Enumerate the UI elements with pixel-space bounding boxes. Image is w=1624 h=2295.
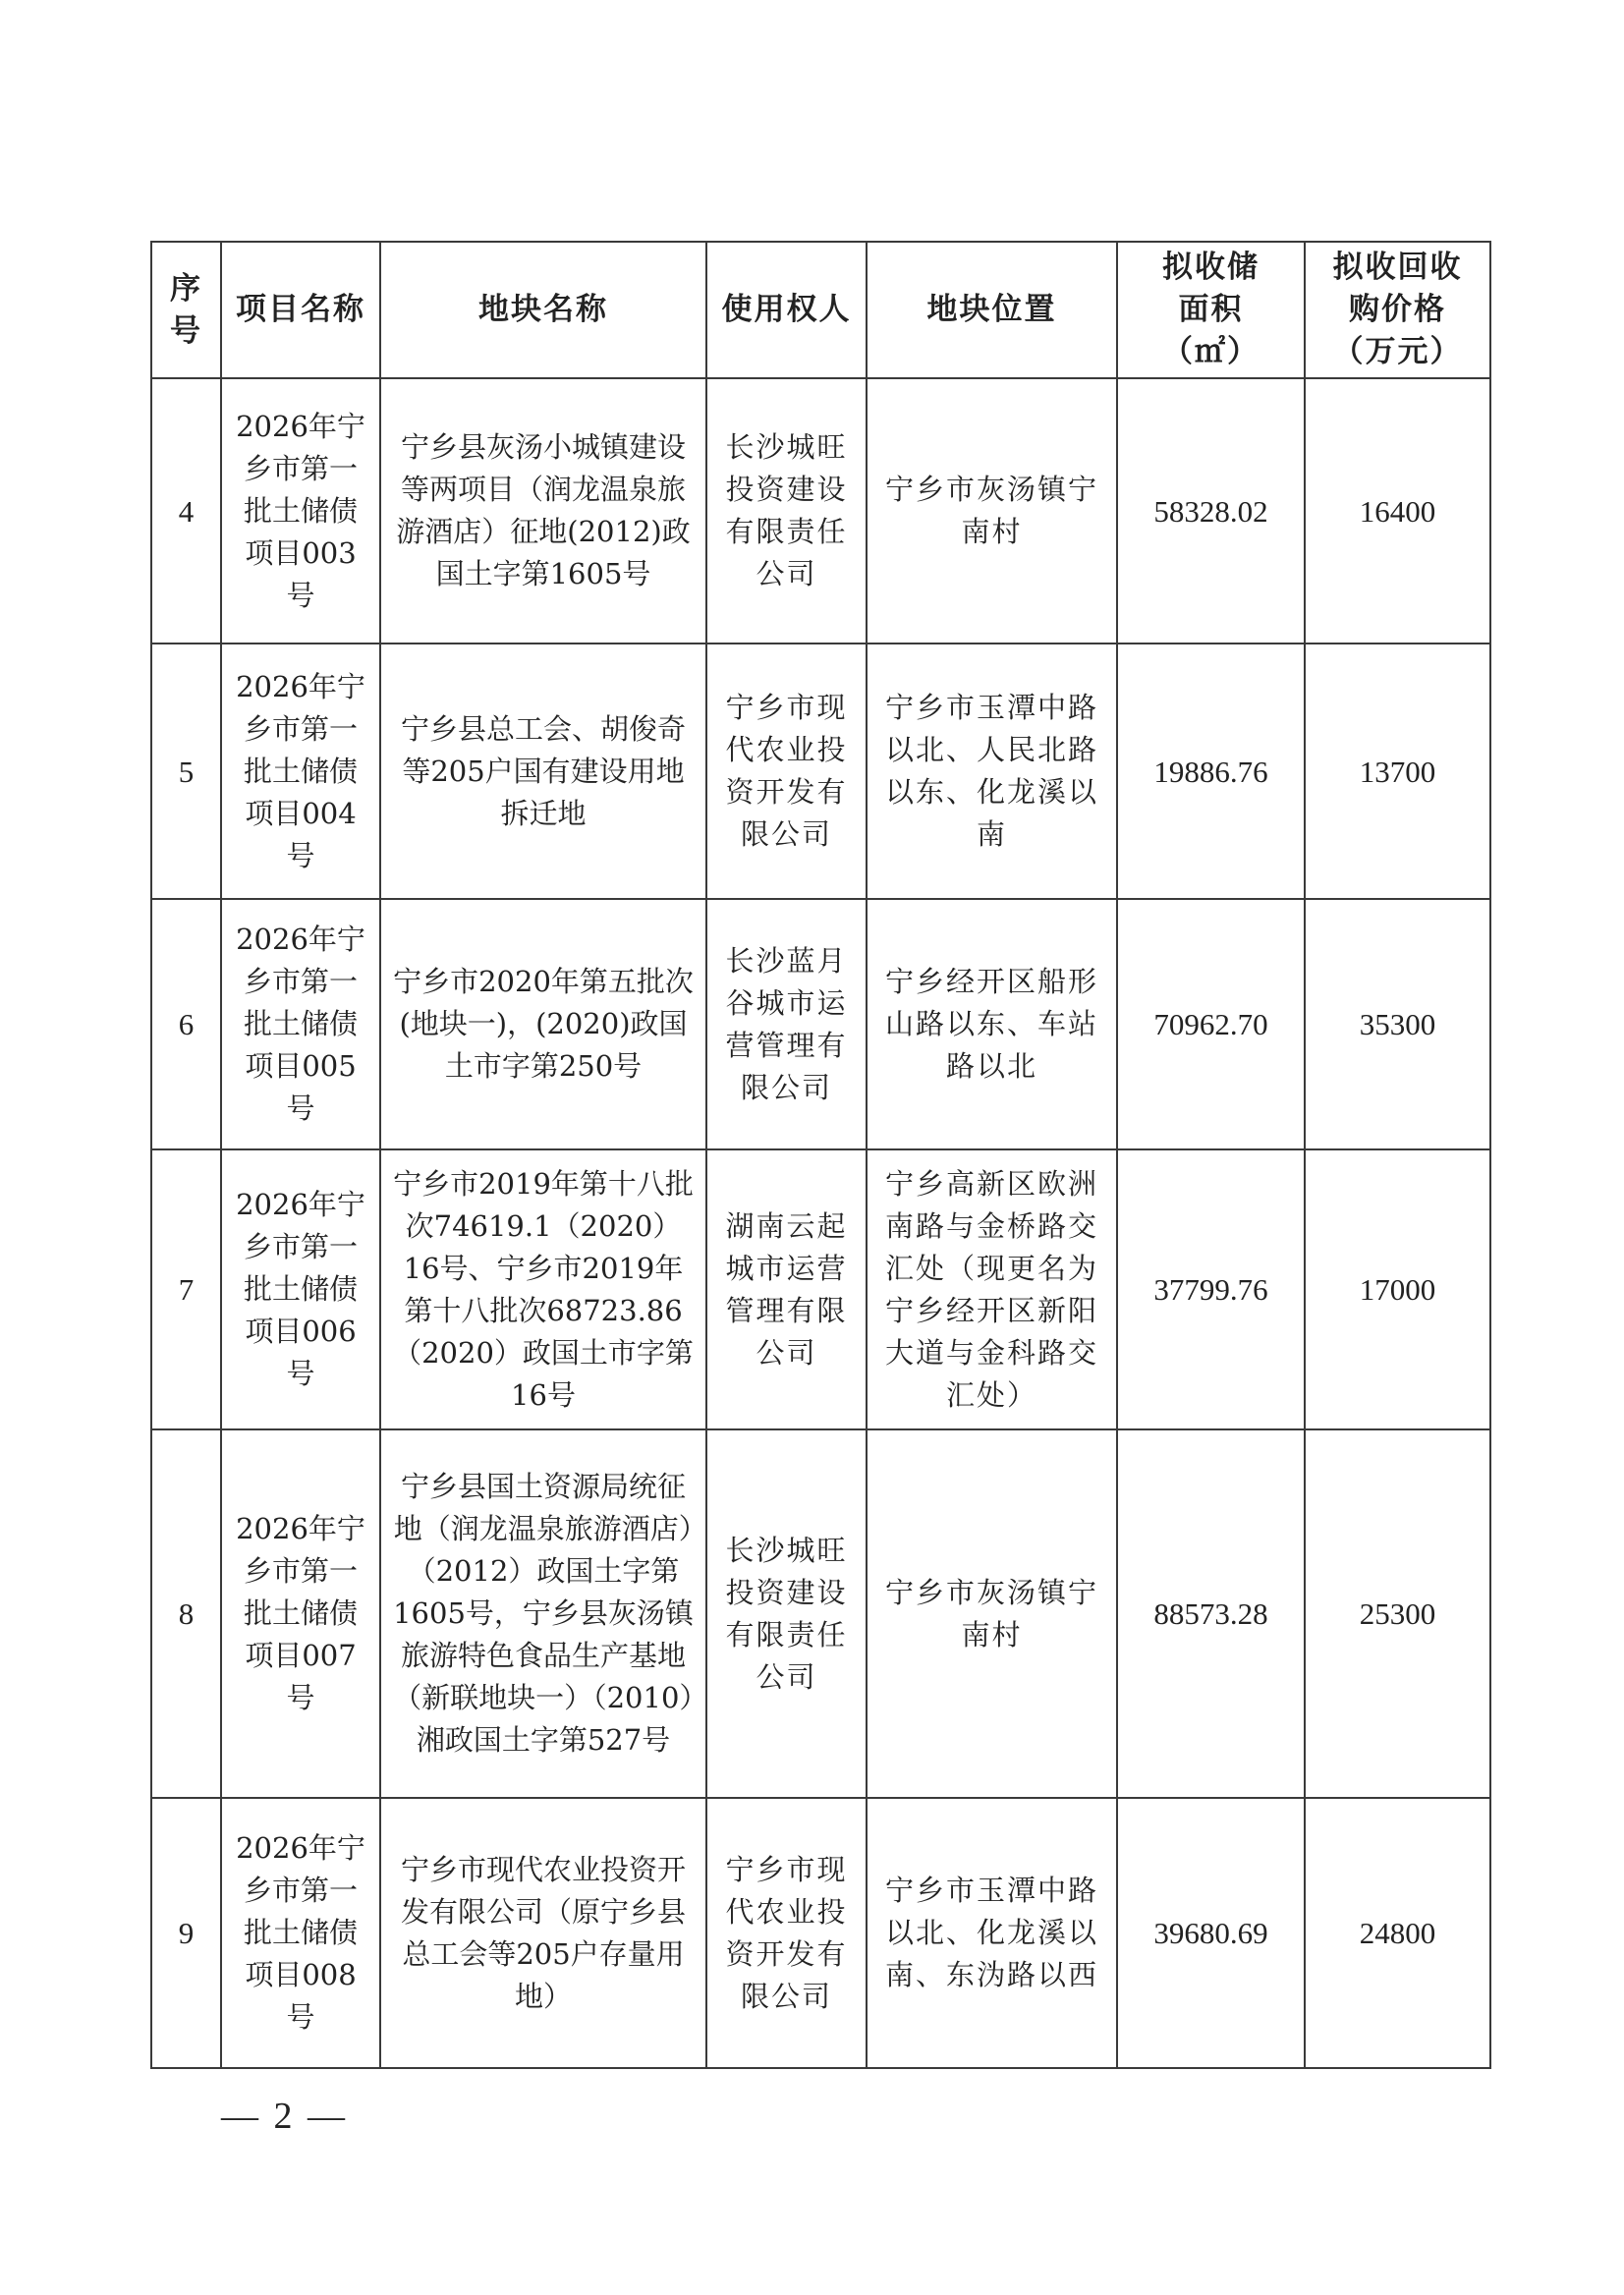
row-seq: 9	[151, 1798, 221, 2068]
row-project-name: 2026年宁乡市第一批土储债项目003号	[221, 378, 380, 644]
header-seq: 序号	[151, 242, 221, 378]
header-parcel-name: 地块名称	[380, 242, 706, 378]
row-area: 39680.69	[1117, 1798, 1305, 2068]
table-row	[151, 899, 1490, 1149]
table-row	[151, 1429, 1490, 1798]
row-price: 24800	[1305, 1798, 1490, 2068]
row-parcel-name: 宁乡县灰汤小城镇建设等两项目（润龙温泉旅游酒店）征地(2012)政国土字第1605号	[380, 378, 706, 644]
header-project-name: 项目名称	[221, 242, 380, 378]
row-area: 88573.28	[1117, 1429, 1305, 1798]
row-rights-holder: 长沙蓝月谷城市运营管理有限公司	[706, 899, 867, 1149]
row-seq: 8	[151, 1429, 221, 1798]
row-rights-holder: 长沙城旺投资建设有限责任公司	[706, 1429, 867, 1798]
row-parcel-name: 宁乡县国土资源局统征地（润龙温泉旅游酒店）（2012）政国土字第1605号，宁乡县灰汤镇旅游特色食品生产基地（新联地块一）（2010）湘政国土字第527号	[380, 1429, 706, 1798]
header-rights-holder: 使用权人	[706, 242, 867, 378]
row-price: 16400	[1305, 378, 1490, 644]
row-project-name: 2026年宁乡市第一批土储债项目004号	[221, 644, 380, 899]
row-seq: 6	[151, 899, 221, 1149]
row-price: 13700	[1305, 644, 1490, 899]
row-project-name: 2026年宁乡市第一批土储债项目008号	[221, 1798, 380, 2068]
row-rights-holder: 湖南云起城市运营管理有限公司	[706, 1149, 867, 1429]
row-parcel-name: 宁乡县总工会、胡俊奇等205户国有建设用地拆迁地	[380, 644, 706, 899]
row-location: 宁乡市灰汤镇宁南村	[867, 378, 1117, 644]
table-row	[151, 644, 1490, 899]
row-area: 37799.76	[1117, 1149, 1305, 1429]
row-rights-holder: 宁乡市现代农业投资开发有限公司	[706, 644, 867, 899]
row-parcel-name: 宁乡市2019年第十八批次74619.1（2020）16号、宁乡市2019年第十八批次68723.86（2020）政国土市字第16号	[380, 1149, 706, 1429]
row-price: 35300	[1305, 899, 1490, 1149]
page-number: — 2 —	[221, 2096, 348, 2137]
row-location: 宁乡市玉潭中路以北、化龙溪以南、东沩路以西	[867, 1798, 1117, 2068]
table-row	[151, 1149, 1490, 1429]
row-project-name: 2026年宁乡市第一批土储债项目007号	[221, 1429, 380, 1798]
row-location: 宁乡高新区欧洲南路与金桥路交汇处（现更名为宁乡经开区新阳大道与金科路交汇处）	[867, 1149, 1117, 1429]
row-project-name: 2026年宁乡市第一批土储债项目006号	[221, 1149, 380, 1429]
row-seq: 7	[151, 1149, 221, 1429]
row-rights-holder: 长沙城旺投资建设有限责任公司	[706, 378, 867, 644]
row-area: 70962.70	[1117, 899, 1305, 1149]
header-price: 拟收回收购价格（万元）	[1305, 242, 1490, 378]
header-area: 拟收储面积（㎡）	[1117, 242, 1305, 378]
row-rights-holder: 宁乡市现代农业投资开发有限公司	[706, 1798, 867, 2068]
table-row	[151, 378, 1490, 644]
row-location: 宁乡经开区船形山路以东、车站路以北	[867, 899, 1117, 1149]
row-location: 宁乡市玉潭中路以北、人民北路以东、化龙溪以南	[867, 644, 1117, 899]
land-reserve-table	[150, 241, 1491, 2069]
row-area: 19886.76	[1117, 644, 1305, 899]
row-price: 25300	[1305, 1429, 1490, 1798]
row-seq: 4	[151, 378, 221, 644]
row-project-name: 2026年宁乡市第一批土储债项目005号	[221, 899, 380, 1149]
row-seq: 5	[151, 644, 221, 899]
row-parcel-name: 宁乡市2020年第五批次(地块一)，(2020)政国土市字第250号	[380, 899, 706, 1149]
header-location: 地块位置	[867, 242, 1117, 378]
table-header-row	[151, 242, 1490, 378]
row-area: 58328.02	[1117, 378, 1305, 644]
row-price: 17000	[1305, 1149, 1490, 1429]
table-row	[151, 1798, 1490, 2068]
row-parcel-name: 宁乡市现代农业投资开发有限公司（原宁乡县总工会等205户存量用地）	[380, 1798, 706, 2068]
row-location: 宁乡市灰汤镇宁南村	[867, 1429, 1117, 1798]
